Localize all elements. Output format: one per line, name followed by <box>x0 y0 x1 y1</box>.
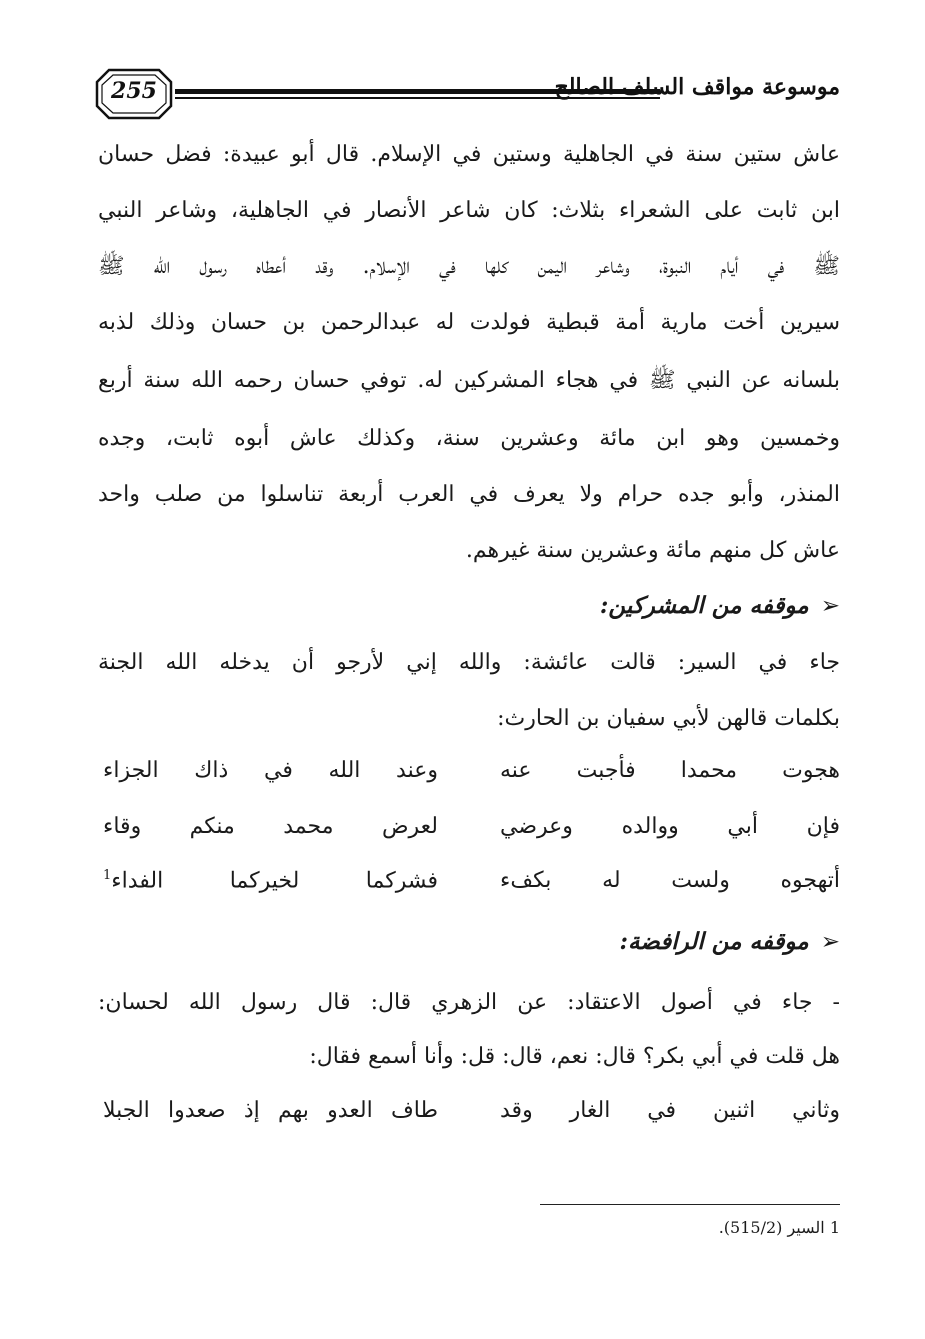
paragraph-line: بلسانه عن النبي ﷺ في هجاء المشركين له. توفي حسان رحمه الله سنة أربع <box>98 368 840 393</box>
page-number: 255 <box>111 78 157 104</box>
page-header <box>95 68 840 126</box>
paragraph-line: ﷺ في أيام النبوة، وشاعر اليمن كلها في الإسلام. وقد أعطاه رسول الله ﷺ <box>98 254 840 279</box>
section-heading <box>619 928 840 955</box>
paragraph-line: ابن ثابت على الشعراء بثلاث: كان شاعر الأنصار في الجاهلية، وشاعر النبي <box>98 198 840 223</box>
arrow-left-icon: ➢ <box>820 593 840 619</box>
paragraph-line: جاء في السير: قالت عائشة: والله إني لأرجو أن يدخله الله الجنة <box>98 650 840 675</box>
paragraph-line: عاش ستين سنة في الجاهلية وستين في الإسلام. قال أبو عبيدة: فضل حسان <box>98 142 840 167</box>
arrow-left-icon: ➢ <box>820 929 840 955</box>
section-heading-text: موقفه من الرافضة: <box>619 928 809 955</box>
verse-second-hemistich: لعرض محمد منكم وقاء <box>103 814 438 839</box>
verse-second-text: فشركما لخيركما الفداء <box>111 868 438 894</box>
verse-second-hemistich: وعند الله في ذاك الجزاء <box>103 758 438 783</box>
paragraph-line: هل قلت في أبي بكر؟ قال: نعم، قال: قل: وأنا أسمع فقال: <box>309 1044 840 1069</box>
verse-first-hemistich: وثاني اثنين في الغار وقد <box>500 1098 840 1123</box>
footnote-divider <box>540 1204 840 1205</box>
section-heading <box>600 592 840 619</box>
poem-verse <box>98 868 840 902</box>
footnote-number: 1 <box>829 1218 840 1237</box>
poem-verse <box>98 814 840 848</box>
verse-second-hemistich <box>103 868 438 893</box>
page-number-badge <box>95 68 173 120</box>
paragraph-line: عاش كل منهم مائة وعشرين سنة غيرهم. <box>465 538 840 563</box>
paragraph-line: وخمسين وهو ابن مائة وعشرين سنة، وكذلك عاش أبوه ثابت، وجده <box>98 426 840 451</box>
paragraph-line: سيرين أخت مارية أمة قبطية فولدت له عبدالرحمن بن حسان وذلك لذبه <box>98 310 840 335</box>
verse-first-hemistich: أتهجوه ولست له بكفء <box>500 868 840 893</box>
poem-verse <box>98 758 840 792</box>
verse-second-hemistich: طاف العدو بهم إذ صعدوا الجبلا <box>103 1098 438 1123</box>
footnote-reference[interactable]: 1 <box>103 868 112 883</box>
section-heading-text: موقفه من المشركين: <box>599 592 809 619</box>
verse-first-hemistich: هجوت محمدا فأجبت عنه <box>500 758 840 783</box>
paragraph-line: - جاء في أصول الاعتقاد: عن الزهري قال: قال رسول الله لحسان: <box>98 990 840 1015</box>
book-title: موسوعة مواقف السلف الصالح <box>554 74 840 100</box>
paragraph-line: المنذر، وأبو جده حرام ولا يعرف في العرب أربعة تناسلوا من صلب واحد <box>98 482 840 507</box>
footnote-text: السير (515/2). <box>718 1218 825 1237</box>
paragraph-line: بكلمات قالهن لأبي سفيان بن الحارث: <box>497 706 840 731</box>
verse-first-hemistich: فإن أبي ووالده وعرضي <box>500 814 840 839</box>
poem-verse <box>98 1098 840 1132</box>
footnote <box>719 1218 840 1237</box>
